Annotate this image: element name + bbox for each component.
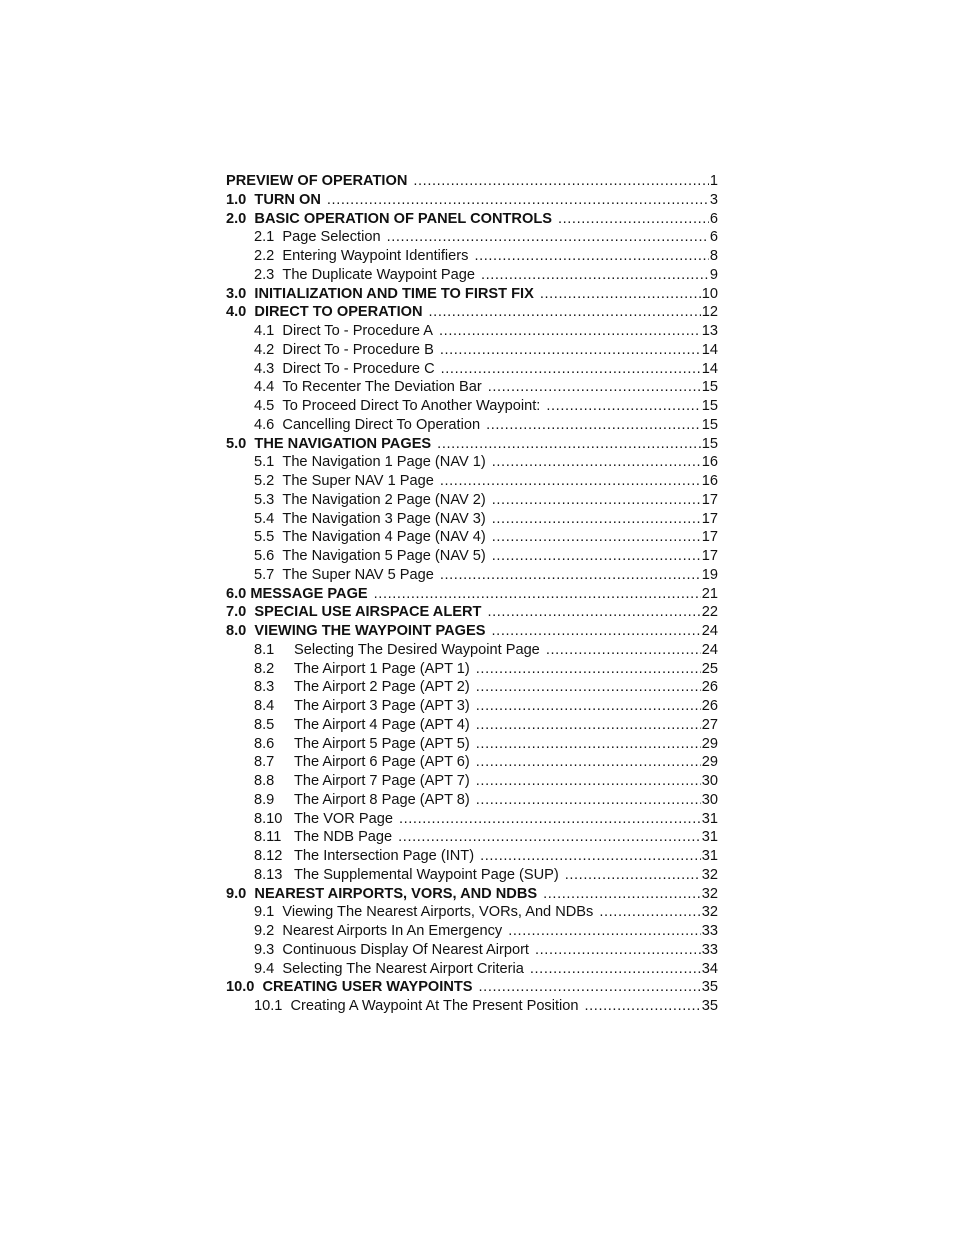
toc-entry-number: 9.3	[254, 941, 283, 958]
toc-page-number: 19	[701, 566, 718, 583]
toc-entry-number: 4.6	[254, 416, 283, 433]
toc-entry[interactable]	[226, 622, 718, 641]
toc-entry-title: Cancelling Direct To Operation	[282, 416, 481, 433]
toc-entry-title: The Super NAV 5 Page	[282, 566, 434, 583]
toc-dot-leader	[540, 285, 701, 304]
toc-entry-number: 8.8	[254, 773, 275, 789]
toc-entry-number: 4.2	[254, 341, 283, 358]
toc-page-number: 32	[701, 885, 718, 902]
toc-entry-number: 8.0	[226, 623, 255, 639]
toc-entry-number: 5.6	[254, 548, 283, 564]
toc-dot-leader	[543, 885, 701, 904]
toc-page-number: 9	[709, 266, 718, 283]
toc-entry[interactable]	[226, 228, 718, 247]
toc-dot-leader	[492, 491, 701, 510]
toc-dot-leader	[486, 416, 701, 435]
toc-page-number: 33	[701, 941, 718, 958]
toc-dot-leader	[508, 922, 701, 941]
toc-entry-title: Direct To - Procedure A	[282, 323, 434, 339]
toc-page-number: 31	[701, 829, 718, 846]
toc-dot-leader	[327, 191, 709, 210]
toc-page-number: 27	[701, 716, 718, 733]
toc-entry[interactable]	[226, 978, 718, 997]
toc-entry[interactable]	[226, 866, 718, 885]
toc-page-number: 17	[701, 491, 718, 508]
toc-dot-leader	[599, 903, 700, 922]
toc-page-number: 24	[701, 641, 718, 658]
toc-entry-title: Nearest Airports In An Emergency	[282, 923, 503, 939]
toc-entry[interactable]	[226, 678, 718, 697]
toc-entry[interactable]	[226, 753, 718, 772]
toc-entry-number: 5.4	[254, 510, 283, 527]
toc-dot-leader	[479, 978, 701, 997]
toc-entry-number: 6.0	[226, 585, 251, 602]
toc-entry[interactable]	[226, 791, 718, 810]
toc-dot-leader	[374, 585, 701, 604]
toc-entry-title: The Airport 8 Page (APT 8)	[294, 791, 470, 808]
toc-entry-number: 8.11	[254, 829, 282, 846]
toc-entry[interactable]	[226, 603, 718, 622]
toc-page-number: 15	[701, 398, 718, 414]
toc-entry-title: The NDB Page	[294, 829, 393, 846]
toc-dot-leader	[488, 378, 701, 397]
toc-page-number: 30	[701, 791, 718, 808]
toc-page-number: 15	[701, 379, 718, 396]
toc-entry[interactable]	[226, 266, 718, 285]
toc-entry-title: The VOR Page	[294, 810, 393, 827]
toc-entry-number: 4.5	[254, 398, 283, 414]
toc-page-number: 10	[701, 285, 718, 302]
toc-dot-leader	[437, 435, 701, 454]
toc-dot-leader	[480, 847, 701, 866]
toc-entry-number: 5.7	[254, 566, 283, 583]
toc-entry-number: 1.0	[226, 191, 255, 208]
toc-dot-leader	[440, 341, 701, 360]
toc-page-number: 26	[701, 698, 718, 714]
toc-entry[interactable]	[226, 341, 718, 360]
toc-dot-leader	[398, 828, 701, 847]
toc-entry[interactable]	[226, 903, 718, 922]
toc-entry-number: 8.12	[254, 848, 283, 864]
toc-entry-title: The Airport 1 Page (APT 1)	[294, 660, 470, 677]
toc-entry-title: The Navigation 4 Page (NAV 4)	[282, 529, 486, 546]
toc-entry[interactable]	[226, 960, 718, 979]
toc-entry-title: BASIC OPERATION OF PANEL CONTROLS	[254, 210, 552, 227]
toc-entry[interactable]	[226, 510, 718, 529]
toc-dot-leader	[530, 960, 701, 979]
toc-entry-number: 4.4	[254, 379, 283, 396]
toc-entry-number: 9.0	[226, 885, 255, 902]
toc-entry[interactable]	[226, 585, 718, 604]
toc-entry-number: 10.0	[226, 979, 263, 996]
toc-page-number: 26	[701, 679, 718, 696]
toc-page-number: 31	[701, 848, 718, 864]
toc-dot-leader	[439, 322, 701, 341]
toc-entry-title: The Airport 5 Page (APT 5)	[294, 735, 470, 752]
toc-entry[interactable]	[226, 828, 718, 847]
toc-page-number: 32	[701, 904, 718, 921]
toc-entry-title: The Airport 3 Page (APT 3)	[294, 698, 470, 714]
toc-entry-title: THE NAVIGATION PAGES	[254, 435, 432, 452]
toc-entry-title: Continuous Display Of Nearest Airport	[282, 941, 529, 958]
toc-entry[interactable]	[226, 322, 718, 341]
toc-page-number: 17	[701, 510, 718, 527]
toc-page-number: 32	[701, 866, 718, 883]
toc-page-number: 12	[701, 304, 718, 321]
toc-entry[interactable]	[226, 397, 718, 416]
toc-entry-title: TURN ON	[254, 191, 321, 208]
toc-entry[interactable]	[226, 547, 718, 566]
toc-page-number: 15	[701, 435, 718, 452]
toc-dot-leader	[413, 172, 709, 191]
toc-entry[interactable]	[226, 435, 718, 454]
toc-page-number: 17	[701, 529, 718, 546]
toc-entry[interactable]	[226, 847, 718, 866]
toc-entry-title: Selecting The Desired Waypoint Page	[294, 641, 540, 658]
toc-entry-number: 8.5	[254, 716, 275, 733]
toc-dot-leader	[492, 622, 701, 641]
toc-entry[interactable]	[226, 172, 718, 191]
toc-entry[interactable]	[226, 660, 718, 679]
toc-entry[interactable]	[226, 566, 718, 585]
toc-page-number: 3	[709, 191, 718, 208]
toc-entry-title: To Recenter The Deviation Bar	[282, 379, 482, 396]
toc-entry[interactable]	[226, 360, 718, 379]
toc-dot-leader	[440, 566, 701, 585]
toc-page-number: 30	[701, 773, 718, 789]
toc-dot-leader	[492, 510, 701, 529]
toc-dot-leader	[476, 716, 701, 735]
toc-entry-number: 8.3	[254, 679, 275, 696]
toc-entry-title: The Navigation 3 Page (NAV 3)	[282, 510, 486, 527]
toc-entry-number: 5.1	[254, 454, 283, 471]
toc-entry[interactable]	[226, 716, 718, 735]
toc-page-number: 29	[701, 735, 718, 752]
toc-page-number: 25	[701, 660, 718, 677]
toc-dot-leader	[476, 697, 701, 716]
toc-entry[interactable]	[226, 735, 718, 754]
toc-dot-leader	[476, 678, 701, 697]
toc-entry[interactable]	[226, 697, 718, 716]
toc-entry-number: 8.1	[254, 641, 275, 658]
toc-entry[interactable]	[226, 810, 718, 829]
toc-entry[interactable]	[226, 303, 718, 322]
toc-entry-number: 9.4	[254, 960, 283, 977]
toc-entry[interactable]	[226, 772, 718, 791]
toc-page-number: 16	[701, 454, 718, 471]
toc-dot-leader	[546, 641, 701, 660]
toc-entry-title: Page Selection	[282, 229, 381, 246]
toc-page-number: 1	[709, 173, 718, 189]
toc-dot-leader	[476, 772, 701, 791]
table-of-contents	[226, 172, 718, 1016]
toc-entry[interactable]	[226, 453, 718, 472]
toc-dot-leader	[441, 360, 701, 379]
toc-page-number: 34	[701, 960, 718, 977]
toc-entry-number: 5.2	[254, 473, 283, 489]
toc-dot-leader	[585, 997, 701, 1016]
toc-entry-number: 8.4	[254, 698, 275, 714]
toc-dot-leader	[474, 247, 708, 266]
toc-entry-number: 7.0	[226, 604, 255, 621]
toc-entry-number: 8.2	[254, 660, 275, 677]
toc-dot-leader	[558, 210, 709, 229]
toc-entry[interactable]	[226, 472, 718, 491]
toc-entry-number: 9.2	[254, 923, 283, 939]
toc-page-number: 35	[701, 998, 718, 1014]
toc-page-number: 6	[709, 229, 718, 246]
toc-page-number: 31	[701, 810, 718, 827]
toc-entry-number: 2.3	[254, 266, 283, 283]
toc-entry-number: 8.10	[254, 810, 283, 827]
toc-entry[interactable]	[226, 285, 718, 304]
toc-entry-title: The Airport 2 Page (APT 2)	[294, 679, 470, 696]
toc-dot-leader	[476, 791, 701, 810]
toc-entry-number: 4.1	[254, 323, 283, 339]
toc-entry-title: Direct To - Procedure B	[282, 341, 434, 358]
toc-page-number: 35	[701, 979, 718, 996]
toc-dot-leader	[399, 810, 701, 829]
toc-dot-leader	[476, 735, 701, 754]
toc-entry-title: NEAREST AIRPORTS, VORS, AND NDBS	[254, 885, 538, 902]
toc-entry-title: Selecting The Nearest Airport Criteria	[282, 960, 524, 977]
toc-dot-leader	[476, 660, 701, 679]
toc-dot-leader	[429, 303, 701, 322]
toc-entry-title: Entering Waypoint Identifiers	[282, 248, 469, 264]
toc-entry-title: The Airport 7 Page (APT 7)	[294, 773, 470, 789]
toc-entry-number: 2.2	[254, 248, 283, 264]
toc-entry-number: 4.3	[254, 360, 283, 377]
toc-entry-number: 9.1	[254, 904, 283, 921]
toc-dot-leader	[440, 472, 701, 491]
toc-dot-leader	[535, 941, 701, 960]
toc-page-number: 16	[701, 473, 718, 489]
toc-entry[interactable]	[226, 247, 718, 266]
toc-entry-number: 5.5	[254, 529, 283, 546]
toc-entry[interactable]	[226, 416, 718, 435]
toc-dot-leader	[487, 603, 700, 622]
toc-entry-number: 8.7	[254, 754, 275, 771]
toc-entry-number: 5.0	[226, 435, 255, 452]
toc-page-number: 33	[701, 923, 718, 939]
toc-entry-title: Direct To - Procedure C	[282, 360, 435, 377]
toc-entry-number: 5.3	[254, 491, 283, 508]
toc-entry-title: SPECIAL USE AIRSPACE ALERT	[254, 604, 482, 621]
toc-page-number: 22	[701, 604, 718, 621]
toc-entry[interactable]	[226, 885, 718, 904]
toc-entry-title: The Intersection Page (INT)	[294, 848, 475, 864]
toc-entry-title: CREATING USER WAYPOINTS	[262, 979, 473, 996]
toc-entry-title: The Navigation 5 Page (NAV 5)	[282, 548, 486, 564]
toc-page-number: 17	[701, 548, 718, 564]
toc-entry-title: The Navigation 2 Page (NAV 2)	[282, 491, 486, 508]
toc-dot-leader	[546, 397, 700, 416]
toc-entry-title: PREVIEW OF OPERATION	[226, 173, 408, 189]
toc-entry-title: Creating A Waypoint At The Present Position	[290, 998, 579, 1014]
toc-entry[interactable]	[226, 528, 718, 547]
toc-entry-title: The Airport 4 Page (APT 4)	[294, 716, 470, 733]
toc-dot-leader	[492, 528, 701, 547]
toc-entry-title: The Navigation 1 Page (NAV 1)	[282, 454, 486, 471]
toc-page-number: 14	[701, 341, 718, 358]
toc-entry[interactable]	[226, 378, 718, 397]
toc-page-number: 24	[701, 623, 718, 639]
toc-entry-title: The Super NAV 1 Page	[282, 473, 434, 489]
toc-entry-title: DIRECT TO OPERATION	[254, 304, 423, 321]
toc-page-number: 13	[701, 323, 718, 339]
toc-entry-title: MESSAGE PAGE	[250, 585, 368, 602]
toc-entry-number: 2.0	[226, 210, 255, 227]
toc-page-number: 15	[701, 416, 718, 433]
toc-entry[interactable]	[226, 191, 718, 210]
toc-dot-leader	[565, 866, 701, 885]
toc-page-number: 29	[701, 754, 718, 771]
toc-dot-leader	[481, 266, 709, 285]
toc-entry-number: 3.0	[226, 285, 255, 302]
toc-dot-leader	[387, 228, 709, 247]
toc-entry-number: 2.1	[254, 229, 283, 246]
toc-page-number: 21	[701, 585, 718, 602]
toc-entry-number: 8.6	[254, 735, 275, 752]
toc-page-number: 14	[701, 360, 718, 377]
toc-entry[interactable]	[226, 941, 718, 960]
toc-page-number: 6	[709, 210, 718, 227]
toc-entry-number: 8.13	[254, 866, 283, 883]
toc-entry-title: To Proceed Direct To Another Waypoint:	[282, 398, 541, 414]
toc-entry[interactable]	[226, 922, 718, 941]
toc-entry-title: VIEWING THE WAYPOINT PAGES	[254, 623, 486, 639]
toc-dot-leader	[492, 547, 701, 566]
toc-entry-number: 10.1	[254, 998, 291, 1014]
toc-entry-title: The Airport 6 Page (APT 6)	[294, 754, 470, 771]
toc-entry[interactable]	[226, 641, 718, 660]
toc-entry[interactable]	[226, 491, 718, 510]
toc-entry-title: INITIALIZATION AND TIME TO FIRST FIX	[254, 285, 534, 302]
toc-entry-title: The Duplicate Waypoint Page	[282, 266, 475, 283]
toc-page-number: 8	[709, 248, 718, 264]
toc-dot-leader	[492, 453, 701, 472]
toc-dot-leader	[476, 753, 701, 772]
toc-entry-title: Viewing The Nearest Airports, VORs, And NDBs	[282, 904, 594, 921]
toc-entry[interactable]	[226, 210, 718, 229]
toc-entry-number: 4.0	[226, 304, 255, 321]
toc-entry-number: 8.9	[254, 791, 275, 808]
toc-entry[interactable]	[226, 997, 718, 1016]
toc-entry-title: The Supplemental Waypoint Page (SUP)	[294, 866, 559, 883]
